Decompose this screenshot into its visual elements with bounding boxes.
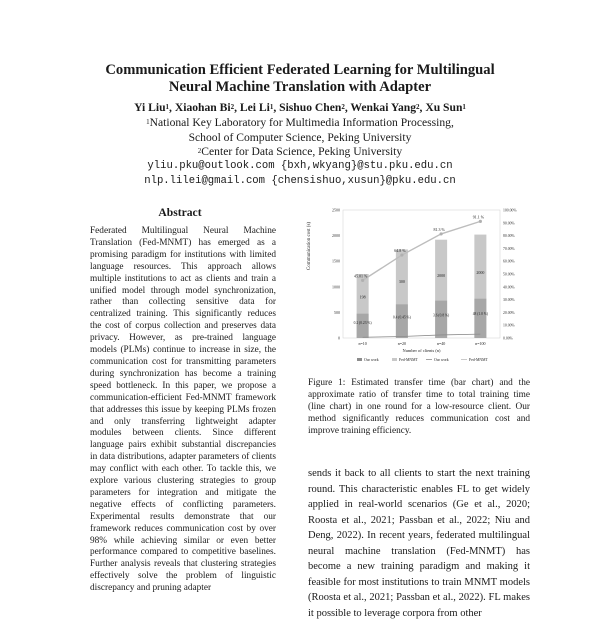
bar-value-label: 2000 [437,273,446,279]
x-tick-label: n=40 [436,341,446,346]
intro-paragraph: sends it back to all clients to start the next training round. This characteristic enables FL to get widely applied in real-world scenarios (Ge et al., 2020; Roosta et al., 2021; Passban et al., 2022; Niu and Deng, 2022). In recent years, federated multilingual neural machine translation (Fed-MNMT) has become a new training paradigm and making it feasible for most institutions to train MNMT models (Roosta et al., 2021; Passban et al., 2022). FL makes it possible to leverage corpora from other [308,468,530,619]
y2-tick-label: 90.00% [503,221,515,226]
bar-small-label: 0.4 (0.45 %) [392,315,411,320]
y-tick-label: 1000 [332,284,340,290]
bar-our-work [435,301,447,338]
author-affiliation-marker: 1 [165,103,170,111]
x-tick-label: n=100 [475,341,486,346]
line-marker [361,279,364,282]
y2-tick-label: 10.00% [503,323,515,328]
line-marker [479,220,482,223]
y2-tick-label: 70.00% [503,246,515,251]
y2-tick-label: 20.00% [503,310,515,315]
author-affiliation-marker: 2 [416,103,420,111]
bar-our-work [357,314,369,338]
line-fed-mnmt [363,221,481,280]
legend-swatch [357,358,362,361]
figure-1-chart [305,200,535,370]
bar-our-work [396,304,408,338]
title-line-1: Communication Efficient Federated Learning for Multilingual [105,62,495,78]
y2-tick-label: 30.00% [503,298,515,303]
line-value-label: 45.01 % [353,273,368,279]
bar-small-label: 3.6 (0.8 %) [433,313,450,318]
legend-swatch [392,358,397,361]
chart-y-axis-label: Communication cost (s) [307,221,312,270]
bar-value-label: 2000 [476,269,485,275]
x-tick-label: n=10 [358,341,367,346]
y2-tick-label: 80.00% [503,234,515,239]
title-line-2: Neural Machine Translation with Adapter [168,79,432,95]
line-value-label: 81.3 % [433,226,445,232]
legend-label: Fed-MNMT [399,358,418,362]
bar-value-label: 300 [398,279,405,285]
email-line-2: nlp.lilei@gmail.com {chensishuo,xusun}@pku.edu.cn [144,175,456,187]
bar-small-label: 0.2 (0.23 %) [353,320,372,325]
paper-title [0,62,600,96]
y2-tick-label: 60.00% [503,259,515,264]
author-affiliation-marker: 2 [230,103,235,111]
legend-label: Our work [364,358,379,362]
y-tick-label: 500 [334,309,340,315]
author-name: Xiaohan Bi [174,101,231,114]
abstract-heading: Abstract [158,206,202,219]
y-tick-label: 1500 [332,258,340,264]
bar-value-label: 198 [359,294,366,300]
author-name: Lei Li [239,101,270,114]
y2-tick-label: 100.00% [503,208,517,213]
chart-x-axis-label: Number of clients (n) [402,348,441,353]
author-affiliation-marker: 1 [462,103,466,111]
legend-label: Our work [434,358,449,362]
abstract-body: Federated Multilingual Neural Machine Translation (Fed-MNMT) has emerged as a promising paradigm for institutions with limited language resources. This approach allows multiple institutions to act as clients and train a unified model through model synchronization, rather than collecting sensitive data for centralized training. This significantly reduces the cost of corpus collection and preserves data privacy. However, as pre-trained language models (PLMs) continue to increase in size, the communication cost for transmitting parameters during synchronization has become a training speed bottleneck. In this paper, we propose a communication-efficient Fed-MNMT framework that addresses this issue by keeping PLMs frozen and only transferring lightweight adapter modules between clients. Since different language pairs exhibit substantial discrepancies in data distributions, adapter parameters of clients may conflict with each other. To tackle this, we explore various clustering strategies to group parameters for integration and mitigate the negative effects of conflicting parameters. Experimental results demonstrate that our framework reduces communication cost by over 98% while achieving similar or even better performance compared to competitive baselines. Further analysis reveals that clustering strategies effectively solve the problem of linguistic discrepancy and pruning adapter [90,226,276,594]
y-tick-label: 0 [338,335,340,341]
author-list: Yi Liu$^1$, Xiaohan Bi$^2$, Lei Li$^1$, Sishuo Chen$^2$, Wenkai Yang$^2$, Xu Sun$^1$ [134,101,466,114]
author-affiliation-marker: 2 [341,103,345,111]
legend-label: Fed-MNMT [469,358,488,362]
affiliation-2 [0,145,600,159]
affiliation-2-marker: 2 [197,147,202,155]
y-tick-label: 2000 [332,233,340,239]
bar-small-label: 48 (1.0 %) [472,312,489,317]
y2-tick-label: 0.00% [503,336,513,341]
affiliation-1-line-2: School of Computer Science, Peking University [188,131,412,144]
y2-tick-label: 40.00% [503,285,515,290]
bar-our-work [474,299,486,338]
affiliation-1-marker: 1 [146,118,150,126]
line-value-label: 64.8 % [394,248,406,254]
y2-tick-label: 50.00% [503,272,515,277]
line-marker [400,253,403,256]
author-name: Sishuo Chen [279,101,342,114]
email-line-1: yliu.pku@outlook.com {bxh,wkyang}@stu.pku.edu.cn [147,160,453,172]
y-tick-label: 2500 [332,207,340,213]
figure-caption: Figure 1: Estimated transfer time (bar chart) and the approximate ratio of transfer time to total training time (line chart) in one round for a low-resource client. Our method significantly reduces communication cost and improve training efficiency. [308,378,530,436]
line-our-work [363,334,481,337]
author-name: Yi Liu [134,101,166,114]
author-name: Wenkai Yang [350,101,417,114]
line-marker [440,232,443,235]
author-name: Xu Sun [425,101,463,114]
line-value-label: 91.1 % [472,214,485,220]
affiliation-2-line-1: Center for Data Science, Peking University [201,145,403,158]
x-tick-label: n=20 [397,341,407,346]
author-affiliation-marker: 1 [269,103,274,111]
figure-1 [305,200,535,370]
affiliation-1-line-1: National Key Laboratory for Multimedia Information Processing, [149,116,454,129]
affiliation-1 [0,116,600,130]
